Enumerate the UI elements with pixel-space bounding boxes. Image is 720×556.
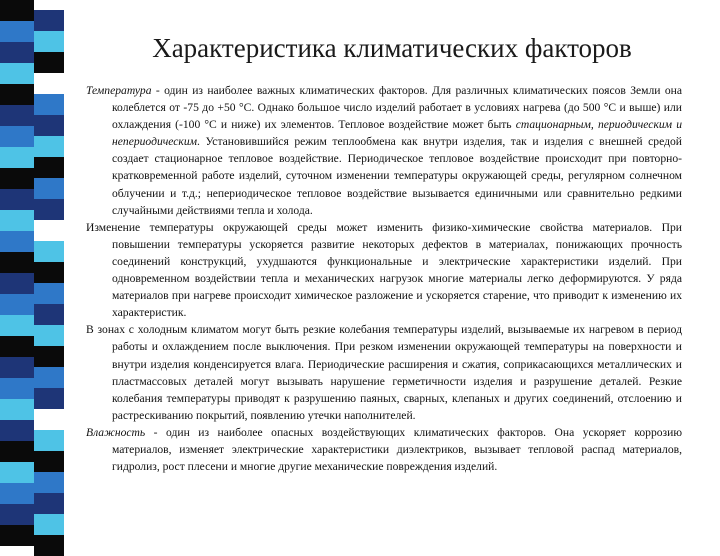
stripe-block bbox=[0, 168, 34, 189]
stripe-block bbox=[34, 73, 64, 94]
decorative-stripe bbox=[0, 0, 64, 540]
stripe-block bbox=[0, 273, 34, 294]
stripe-block bbox=[0, 210, 34, 231]
stripe-block bbox=[34, 514, 64, 535]
stripe-block bbox=[0, 147, 34, 168]
stripe-block bbox=[34, 283, 64, 304]
stripe-block bbox=[34, 157, 64, 178]
paragraph-text: - один из наиболее опасных воздействующих климатических факторов. Она ускоряет коррозию материалов, изменяет электрические характеристики диэлектриков, вызывает тепловой распад материалов, гидролиз, рост плесени и многие другие механические повреждения изделий. bbox=[112, 425, 682, 474]
stripe-block bbox=[0, 294, 34, 315]
stripe-block bbox=[34, 472, 64, 493]
stripe-block bbox=[0, 231, 34, 252]
stripe-block bbox=[0, 462, 34, 483]
stripe-block bbox=[0, 252, 34, 273]
stripe-block bbox=[0, 315, 34, 336]
stripe-block bbox=[34, 430, 64, 451]
stripe-block bbox=[0, 84, 34, 105]
paragraph-temperature bbox=[86, 82, 682, 219]
stripe-block bbox=[0, 21, 34, 42]
stripe-block bbox=[0, 189, 34, 210]
stripe-block bbox=[0, 504, 34, 525]
paragraph-temperature-change bbox=[86, 219, 682, 322]
stripe-block bbox=[0, 105, 34, 126]
stripe-block bbox=[0, 525, 34, 546]
stripe-block bbox=[34, 220, 64, 241]
stripe-block bbox=[0, 42, 34, 63]
stripe-block bbox=[34, 535, 64, 556]
slide-content bbox=[86, 82, 682, 475]
stripe-block bbox=[34, 10, 64, 31]
paragraph-text: - один из наиболее важных климатических факторов. Для различных климатических поясов Земли она колеблется от -75 до +50 °С. Однако большое число изделий работает в условиях нагрева (до 500 °С и выше) или охлаждения (-100 °С и ниже) их элементов. Тепловое воздействие может быть bbox=[112, 84, 682, 132]
stripe-block bbox=[0, 420, 34, 441]
term-humidity: Влажность bbox=[86, 425, 146, 439]
stripe-block bbox=[34, 199, 64, 220]
stripe-block bbox=[0, 0, 34, 21]
paragraph-text: В зонах с холодным климатом могут быть резкие колебания температуры изделий, вызываемые их нагревом в период работы и охлаждением после выключения. При резком изменении окружающей температуры на поверхности и внутри изделия конденсируется влага. Периодические расширения и сжатия, соприкасающихся металлических и пластмассовых деталей могут вызывать нарушение герметичности изделия и разрушение деталей. Резкие колебания температуры приводят к разрушению паяных, сварных, клепаных и других соединений, отслоению и растрескиванию покрытий, появлению утечки наполнителей. bbox=[86, 323, 682, 422]
stripe-block bbox=[0, 483, 34, 504]
stripe-block bbox=[34, 94, 64, 115]
emphasis-text: стационарным, периодическим и непериодическим bbox=[112, 118, 682, 149]
paragraph-text: . Установившийся режим теплообмена как внутри изделия, так и изделия с внешней средой создает стационарное тепловое воздействие. Периодическое тепловое воздействие происходит при повторно-кратковременной работе изделий, суточном изменении температуры окружающей среды, регулярном солнечном облучении и т.д.; непериодическое тепловое воздействие вызывается единичными или сравнительно редкими случайными действиями тепла и холода. bbox=[112, 135, 682, 217]
stripe-block bbox=[0, 357, 34, 378]
stripe-block bbox=[0, 378, 34, 399]
stripe-block bbox=[34, 325, 64, 346]
stripe-block bbox=[34, 136, 64, 157]
stripe-block bbox=[34, 304, 64, 325]
paragraph-text: Изменение температуры окружающей среды может изменить физико-химические свойства материалов. При повышении температуры ускоряется развитие некоторых дефектов в материалах, понижающих прочность соединений конструкций, ухудшаются функциональные и электрические характеристики изделий. При одновременном воздействии тепла и механических нагрузок многие материалы легко деформируются. У ряда материалов при нагреве происходит химическое разложение и ускоряется старение, что приводит к изменению их характеристик. bbox=[86, 220, 682, 320]
stripe-block bbox=[34, 367, 64, 388]
term-temperature: Температура bbox=[86, 84, 152, 97]
stripe-block bbox=[34, 241, 64, 262]
stripe-block bbox=[34, 31, 64, 52]
stripe-block bbox=[34, 52, 64, 73]
stripe-block bbox=[0, 399, 34, 420]
stripe-block bbox=[34, 409, 64, 430]
stripe-block bbox=[34, 115, 64, 136]
paragraph-cold-climate bbox=[86, 321, 682, 424]
stripe-block bbox=[34, 493, 64, 514]
stripe-block bbox=[34, 262, 64, 283]
paragraph-humidity bbox=[86, 424, 682, 475]
stripe-block bbox=[34, 178, 64, 199]
stripe-block bbox=[0, 336, 34, 357]
slide-title: Характеристика климатических факторов bbox=[152, 33, 632, 63]
stripe-block bbox=[0, 63, 34, 84]
stripe-block bbox=[34, 451, 64, 472]
stripe-block bbox=[0, 441, 34, 462]
stripe-block bbox=[34, 346, 64, 367]
stripe-block bbox=[0, 126, 34, 147]
stripe-block bbox=[34, 388, 64, 409]
